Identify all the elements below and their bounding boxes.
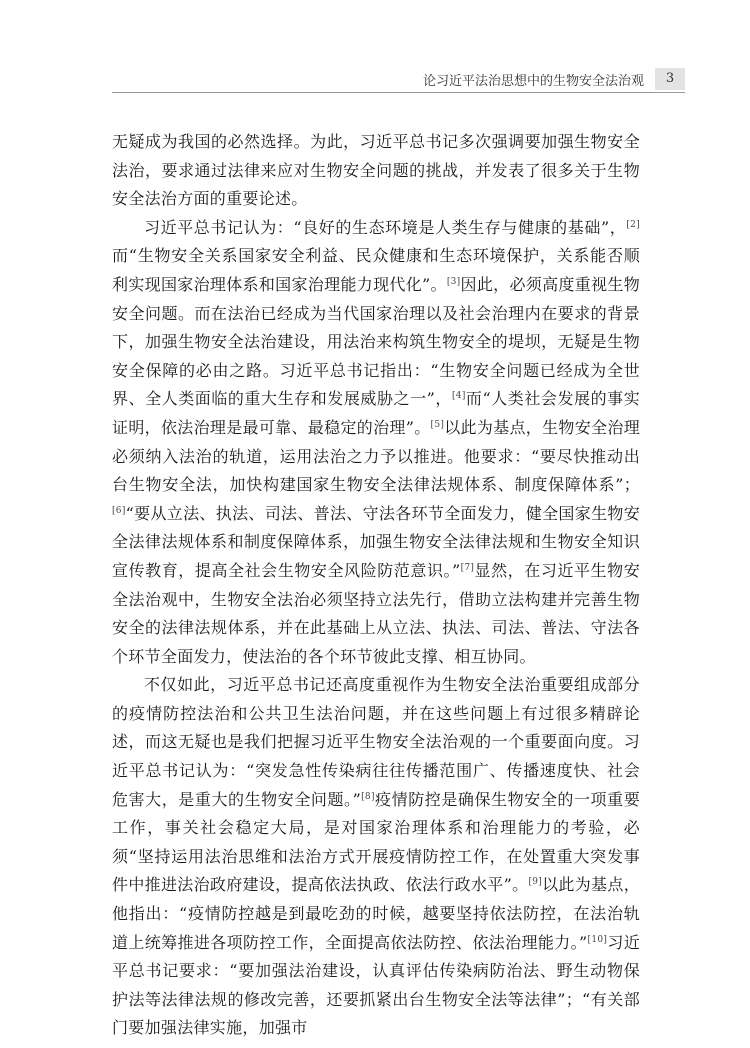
header-rule (112, 92, 685, 93)
text-run: 以此为基点，他指出：“疫情防控越是到最吃劲的时候，越要坚持依法防控，在法治轨道上统筹推进各项防控工作，全面提高依法防控、依法治理能力。” (112, 875, 640, 952)
running-title: 论习近平法治思想中的生物安全法治观 (422, 74, 644, 89)
footnote-ref: [9] (528, 877, 543, 888)
text-run: 疫情防控是确保生物安全的一项重要工作，事关社会稳定大局，是对国家治理体系和治理能力的考验，必须“坚持运用法治思维和法治方式开展疫情防控工作，在处置重大突发事件中推进法治政府建设，提高依法执政、依法行政水平”。 (112, 789, 640, 895)
text-run: 而“生物安全关系国家安全利益、民众健康和生态环境保护，关系能否顺利实现国家治理体系和国家治理能力现代化”。 (112, 246, 640, 294)
footnote-ref: [10] (587, 934, 608, 945)
running-header (0, 68, 750, 92)
footnote-ref: [6] (112, 505, 126, 516)
footnote-ref: [8] (361, 791, 375, 802)
footnote-ref: [2] (626, 219, 640, 230)
body-text (112, 128, 640, 1043)
text-run: 而“人类社会发展的事实证明，依法治理是最可靠、最稳定的治理”。 (112, 389, 640, 437)
page-number: 3 (655, 68, 685, 90)
text-run: 习近平总书记要求：“要加强法治建设，认真评估传染病防治法、野生动物保护法等法律法规的修改完善，还要抓紧出台生物安全法等法律”；“有关部门要加强法律实施，加强市 (112, 932, 640, 1038)
paragraph (112, 128, 640, 214)
text-run: 不仅如此，习近平总书记还高度重视作为生物安全法治重要组成部分的疫情防控法治和公共卫生法治问题，并在这些问题上有过很多精辟论述，而这无疑也是我们把握习近平生物安全法治观的一个重要面向度。习近平总书记认为：“突发急性传染病往往传播范围广、传播速度快、社会危害大，是重大的生物安全问题。” (112, 675, 640, 809)
footnote-ref: [5] (430, 419, 445, 430)
text-run: 因此，必须高度重视生物安全问题。而在法治已经成为当代国家治理以及社会治理内在要求的背景下，加强生物安全法治建设，用法治来构筑生物安全的堤坝，无疑是生物安全保障的必由之路。习近平总书记指出：“生物安全问题已经成为全世界、全人类面临的重大生存和发展威胁之一”， (112, 274, 640, 409)
text-run: 显然，在习近平生物安全法治观中，生物安全法治必须坚持立法先行，借助立法构建并完善生物安全的法律法规体系，并在此基础上从立法、执法、司法、普法、守法各个环节全面发力，使法治的各个环节彼此支撑、相互协同。 (112, 560, 640, 666)
footnote-ref: [4] (451, 391, 466, 402)
paragraph (112, 671, 640, 1043)
text-run: “要从立法、执法、司法、普法、守法各环节全面发力，健全国家生物安全法律法规体系和制度保障体系，加强生物安全法律法规和生物安全知识宣传教育，提高全社会生物安全风险防范意识。” (112, 503, 640, 580)
paragraph (112, 214, 640, 672)
text-run: 无疑成为我国的必然选择。为此，习近平总书记多次强调要加强生物安全法治，要求通过法律来应对生物安全问题的挑战，并发表了很多关于生物安全法治方面的重要论述。 (112, 132, 640, 209)
footnote-ref: [7] (460, 562, 475, 573)
text-run: 以此为基点，生物安全治理必须纳入法治的轨道，运用法治之力予以推进。他要求：“要尽快推动出台生物安全法，加快构建国家生物安全法律法规体系、制度保障体系”； (112, 417, 640, 495)
footnote-ref: [3] (446, 276, 461, 287)
text-run: 习近平总书记认为：“良好的生态环境是人类生存与健康的基础”， (144, 217, 627, 237)
